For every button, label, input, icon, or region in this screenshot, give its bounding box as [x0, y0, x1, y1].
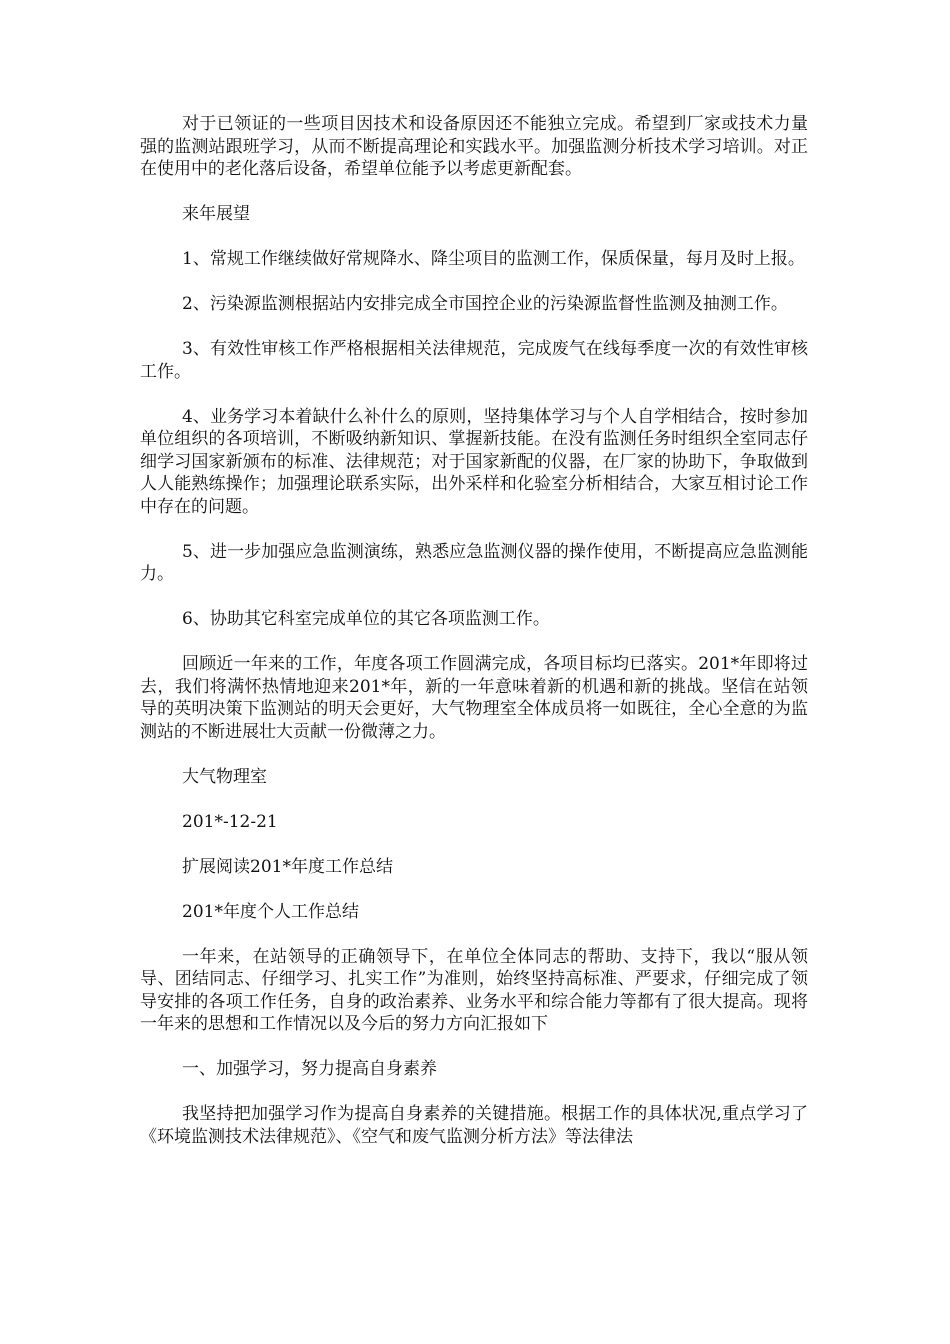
- signature-department: 大气物理室: [182, 766, 267, 787]
- paragraph-review: 回顾近一年来的工作，年度各项工作圆满完成，各项目标均已落实。201*年即将过去，我们将满怀热情地迎来201*年，新的一年意味着新的机遇和新的挑战。坚信在站领导的英明决策下监测站的明天会更好，大气物理室全体成员将一如既往，全心全意的为监测站的不断进展壮大贡献一份微薄之力。: [140, 654, 808, 742]
- section-heading-outlook: 来年展望: [182, 204, 250, 224]
- paragraph-item-1: 1、常规工作继续做好常规降水、降尘项目的监测工作，保质保量，每月及时上报。: [182, 249, 805, 269]
- paragraph-equipment-training: 对于已领证的一些项目因技术和设备原因还不能独立完成。希望到厂家或技术力量强的监测站跟班学习，从而不断提高理论和实践水平。加强监测分析技术学习培训。对正在使用中的老化落后设备，希望单位能予以考虑更新配套。: [140, 114, 808, 179]
- extended-reading-heading: 扩展阅读201*年度工作总结: [182, 856, 393, 877]
- section-heading-study: 一、加强学习，努力提高自身素养: [182, 1059, 437, 1079]
- personal-summary-title: 201*年度个人工作总结: [182, 901, 359, 922]
- paragraph-item-6: 6、协助其它科室完成单位的其它各项监测工作。: [182, 609, 550, 629]
- paragraph-item-5: 5、进一步加强应急监测演练，熟悉应急监测仪器的操作使用，不断提高应急监测能力。: [140, 541, 808, 584]
- paragraph-study-measures: 我坚持把加强学习作为提高自身素养的关键措施。根据工作的具体状况,重点学习了《环境监测技术法律规范》、《空气和废气监测分析方法》等法律法: [140, 1104, 808, 1147]
- document-page: [140, 113, 808, 1171]
- signature-date: 201*-12-21: [182, 811, 278, 832]
- paragraph-item-2: 2、污染源监测根据站内安排完成全市国控企业的污染源监督性监测及抽测工作。: [182, 294, 788, 314]
- paragraph-item-4: 4、业务学习本着缺什么补什么的原则，坚持集体学习与个人自学相结合，按时参加单位组织的各项培训，不断吸纳新知识、掌握新技能。在没有监测任务时组织全室同志仔细学习国家新颁布的标准、法律规范；对于国家新配的仪器，在厂家的协助下，争取做到人人能熟练操作；加强理论联系实际，出外采样和化验室分析相结合，大家互相讨论工作中存在的问题。: [140, 406, 808, 517]
- paragraph-personal-intro: 一年来，在站领导的正确领导下，在单位全体同志的帮助、支持下，我以“服从领导、团结同志、仔细学习、扎实工作”为准则，始终坚持高标准、严要求，仔细完成了领导安排的各项工作任务，自身的政治素养、业务水平和综合能力等都有了很大提高。现将一年来的思想和工作情况以及今后的努力方向汇报如下: [140, 946, 808, 1034]
- paragraph-item-3: 3、有效性审核工作严格根据相关法律规范，完成废气在线每季度一次的有效性审核工作。: [140, 339, 808, 382]
